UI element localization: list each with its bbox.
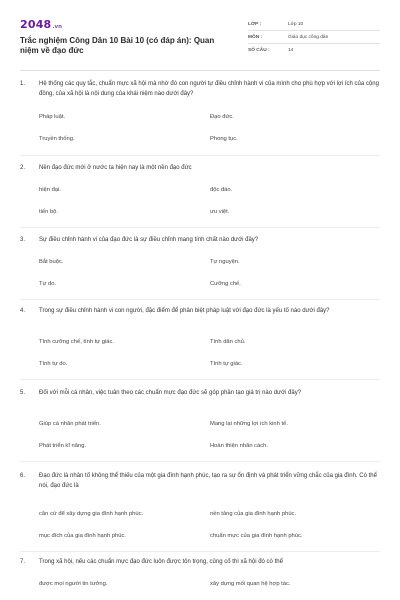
question-divider — [20, 155, 380, 156]
question-header — [20, 307, 380, 317]
question-header — [20, 389, 380, 399]
option[interactable]: nền tảng của gia đình hạnh phúc. — [210, 511, 297, 517]
question-divider — [20, 551, 380, 552]
question-number: 6. — [20, 473, 26, 479]
question-divider — [20, 299, 380, 300]
header-left — [20, 18, 235, 56]
meta-value: 14 — [288, 48, 294, 53]
site-logo[interactable] — [20, 18, 235, 32]
question-number: 7. — [20, 559, 26, 565]
question-1 — [20, 80, 380, 142]
question-number: 2. — [20, 165, 26, 171]
option[interactable]: Tính dân chủ. — [210, 339, 246, 345]
question-6 — [20, 472, 380, 539]
option[interactable]: Phong tục. — [210, 136, 238, 142]
option[interactable]: Tự nguyện. — [210, 259, 240, 265]
option[interactable]: Tự do. — [39, 281, 57, 287]
document-header — [20, 18, 380, 74]
question-header — [20, 236, 380, 246]
question-header — [20, 472, 380, 491]
option[interactable]: Tính tự do. — [39, 361, 68, 367]
option[interactable]: căn cứ để xây dựng gia đình hạnh phúc. — [39, 511, 144, 517]
logo-main-text: 2048 — [20, 18, 52, 31]
question-header — [20, 558, 380, 568]
meta-value: Giáo dục công dân — [288, 34, 329, 40]
question-text: Trong sự điều chỉnh hành vi con người, đặc điểm để phân biệt pháp luật với đạo đức là yếu tố nào dưới đây? — [39, 308, 330, 314]
question-4 — [20, 307, 380, 367]
question-3 — [20, 236, 380, 287]
option[interactable]: Đạo đức. — [210, 114, 234, 120]
meta-value: Lớp 10 — [288, 21, 304, 27]
question-divider — [20, 379, 380, 380]
option[interactable]: Phát triển kĩ năng. — [39, 443, 87, 449]
option[interactable]: Cưỡng chế. — [210, 281, 241, 287]
option[interactable]: Hoàn thiện nhân cách. — [210, 443, 269, 449]
page-title: Trắc nghiệm Công Dân 10 Bài 10 (có đáp án): Quan niệm về đạo đức — [20, 36, 215, 55]
option[interactable]: độc đáo. — [210, 187, 233, 193]
meta-key: LỚP : — [248, 21, 262, 27]
question-5 — [20, 389, 380, 449]
meta-key: SỐ CÂU : — [248, 48, 270, 53]
meta-table — [248, 18, 380, 57]
option[interactable]: chuẩn mực của gia đình hạnh phúc. — [210, 533, 303, 539]
question-text: Đối với mỗi cá nhân, việc tuân theo các chuẩn mực đạo đức sẽ góp phần tạo giá trị nào dưới đây? — [39, 390, 302, 396]
option[interactable]: xây dựng mối quan hệ hợp tác. — [210, 581, 291, 587]
question-text: Sự điều chỉnh hành vi của đạo đức là sự điều chỉnh mang tính chất nào dưới đây? — [39, 237, 259, 243]
question-number: 5. — [20, 390, 26, 396]
header-divider — [20, 70, 380, 71]
option[interactable]: Truyền thống. — [39, 136, 75, 142]
meta-key: MÔN : — [248, 34, 263, 40]
option[interactable]: Bắt buộc. — [39, 259, 64, 265]
question-number: 4. — [20, 308, 26, 314]
option[interactable]: Tính tự giác. — [210, 361, 243, 367]
option[interactable]: tiến bộ. — [39, 209, 59, 215]
option[interactable]: ưu việt. — [210, 209, 230, 215]
option[interactable]: hiện đại. — [39, 187, 61, 193]
question-header — [20, 164, 380, 174]
question-divider — [20, 227, 380, 228]
meta-row-subject — [248, 31, 380, 44]
logo-tld-text: .vn — [52, 24, 63, 30]
question-text: Nền đạo đức mới ở nước ta hiện nay là một nền đạo đức — [39, 165, 192, 171]
option[interactable]: Mang lại những lợi ích kinh tế. — [210, 421, 288, 427]
meta-row-count — [248, 44, 380, 57]
question-header — [20, 80, 380, 99]
question-text: Trong xã hội, nếu các chuẩn mực đạo đức luôn được tôn trọng, củng cố thì xã hội đó có thể — [39, 559, 283, 565]
option[interactable]: được mọi người tin tưởng. — [39, 581, 108, 587]
option[interactable]: Pháp luật. — [39, 114, 66, 120]
option[interactable]: mục đích của gia đình hạnh phúc. — [39, 533, 127, 539]
question-text: Đạo đức là nhân tố không thể thiếu của một gia đình hạnh phúc, tạo ra sự ổn định và phát triển vững chắc của gia đình. Có thể nói, đạo đức là — [39, 473, 377, 489]
question-7 — [20, 558, 380, 587]
option[interactable]: Giúp cá nhân phát triển. — [39, 421, 101, 427]
question-text: Hệ thống các quy tắc, chuẩn mực xã hội mà nhờ đó con người tự điều chỉnh hành vi của mình cho phù hợp với lợi ích của cộng đồng, của xã hội là nội dung của khái niệm nào dưới đây? — [39, 81, 379, 97]
question-divider — [20, 461, 380, 462]
question-number: 3. — [20, 237, 26, 243]
meta-row-grade — [248, 18, 380, 31]
question-2 — [20, 164, 380, 215]
question-number: 1. — [20, 81, 26, 87]
option[interactable]: Tính cưỡng chế, tính tự giác. — [39, 339, 115, 345]
